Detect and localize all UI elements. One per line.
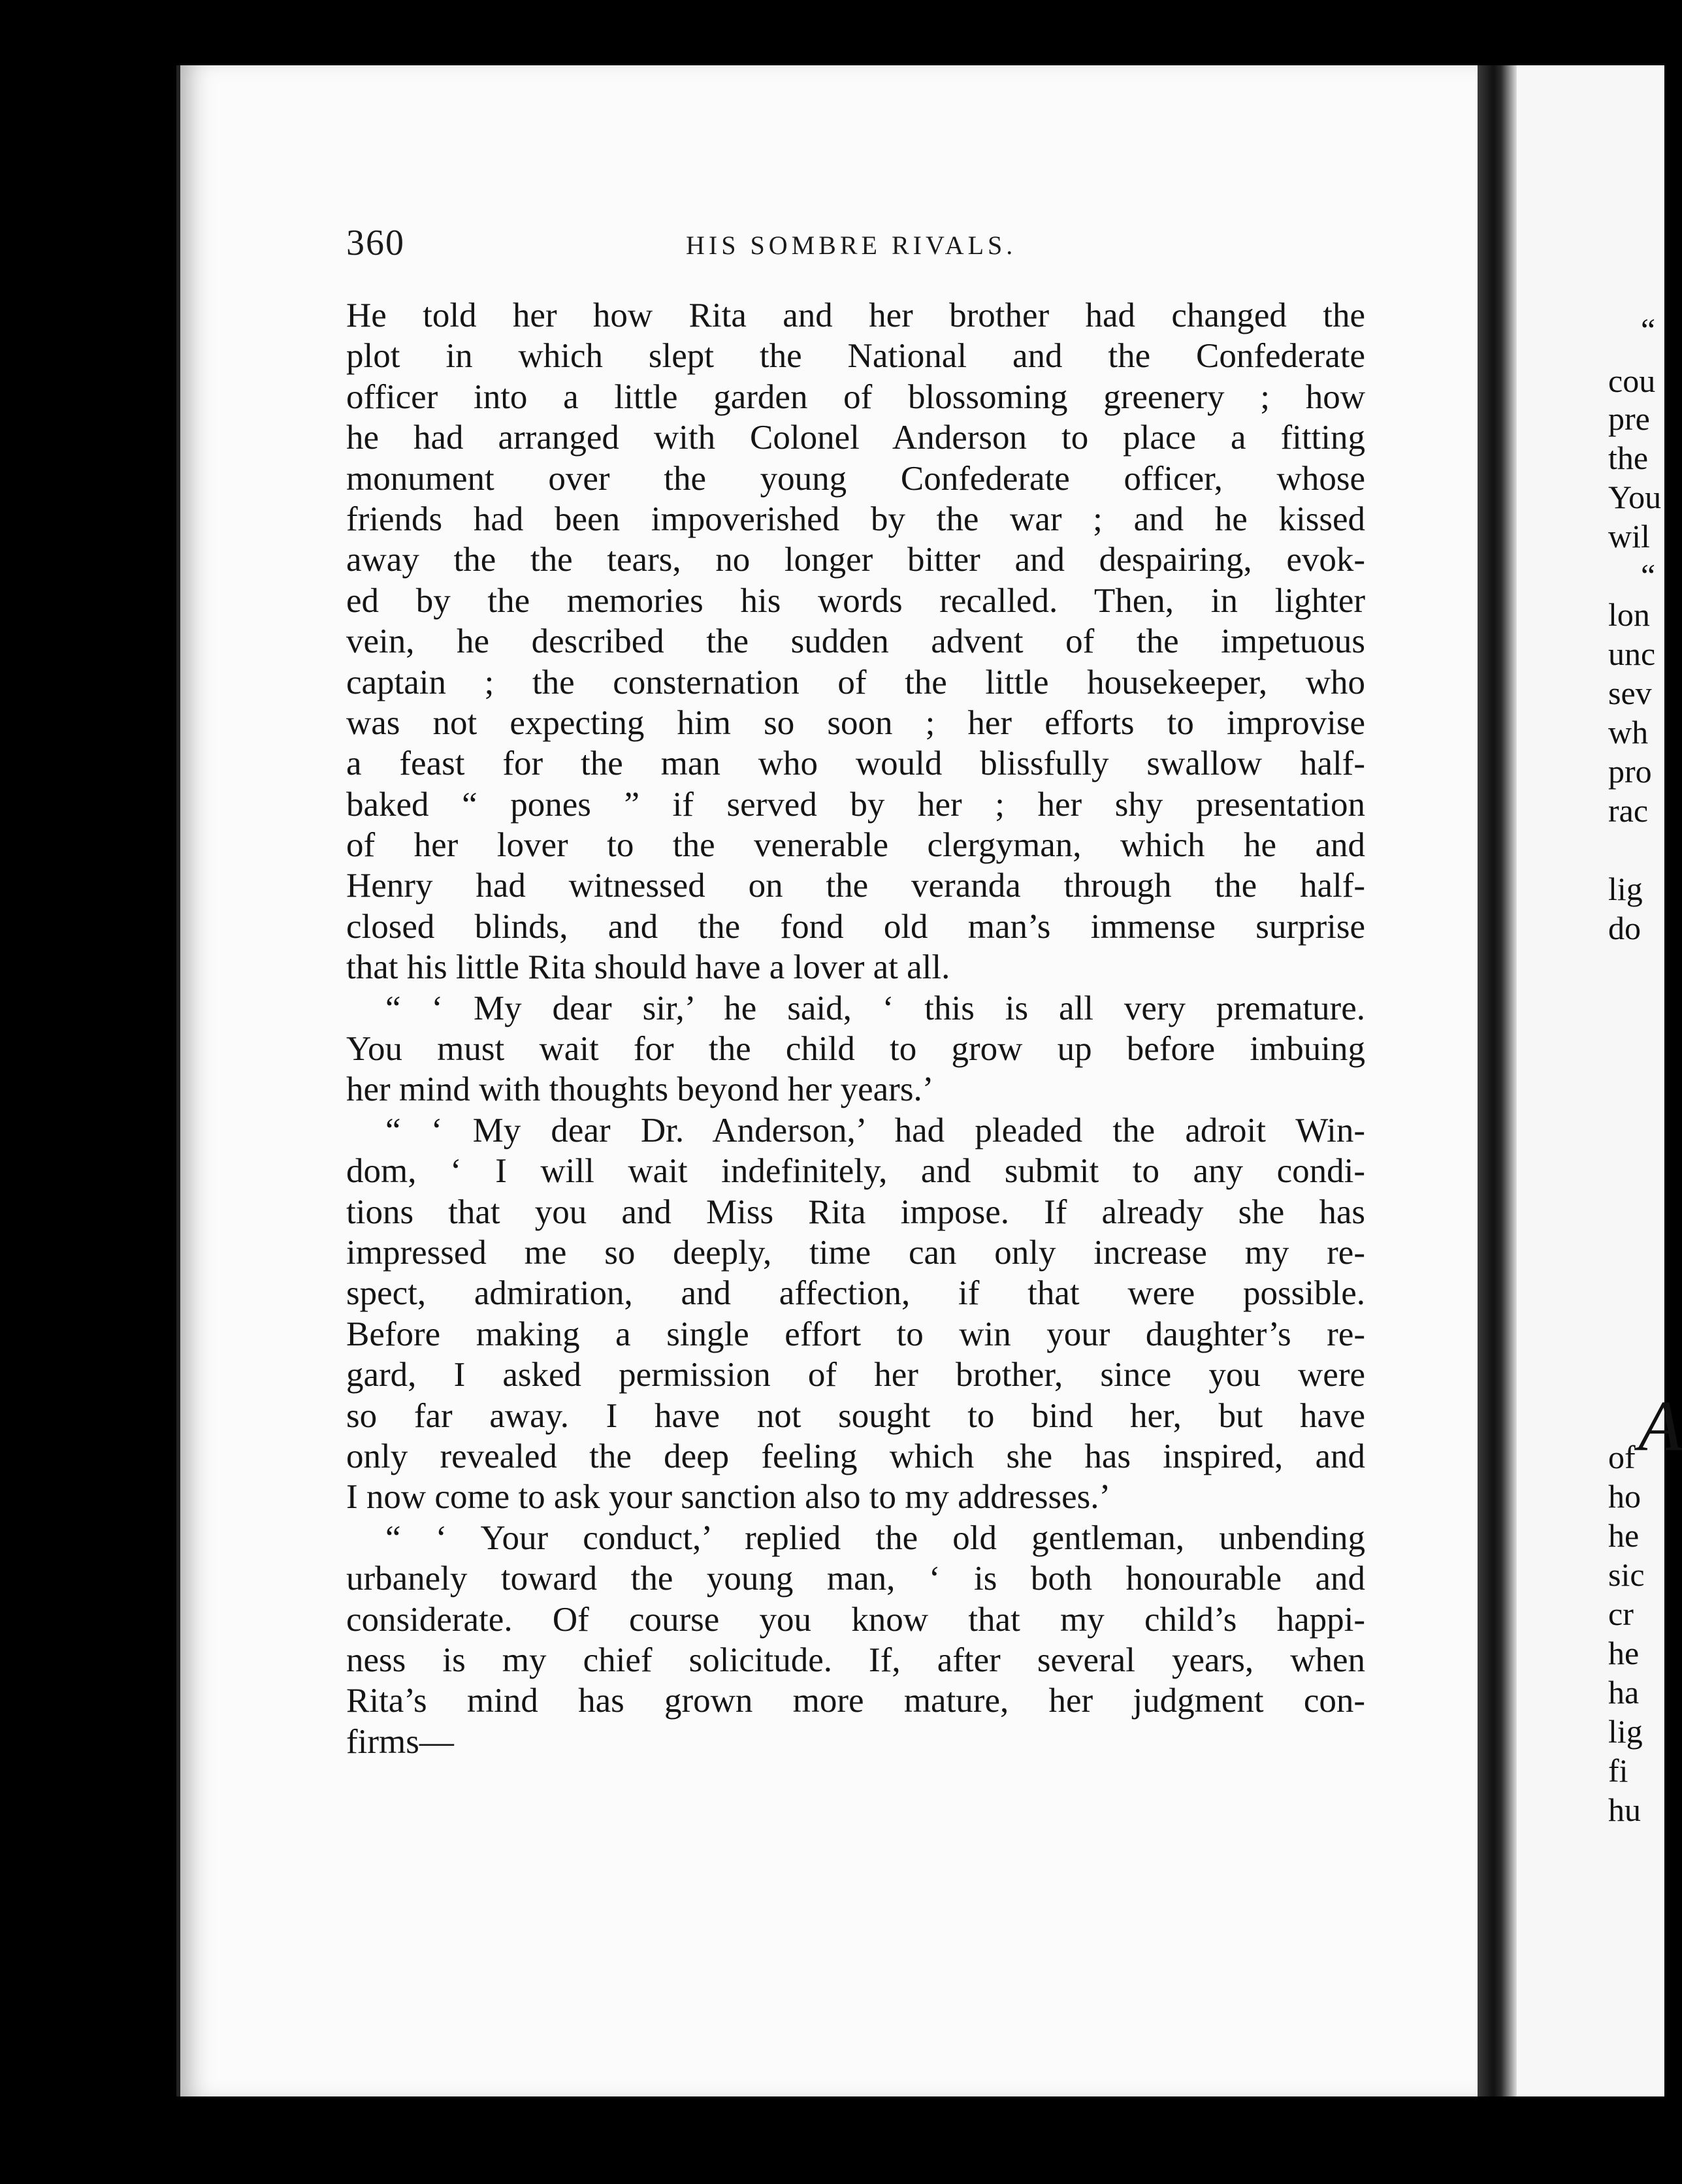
text-line: He told her how Rita and her brother had changed the [346, 297, 1365, 334]
text-line: of her lover to the venerable clergyman, which he and [346, 826, 1365, 865]
right-page-fragment: ha [1608, 1674, 1640, 1710]
right-page-fragment: the [1608, 440, 1649, 476]
text-line: I now come to ask your sanction also to my addresses.’ [346, 1478, 1111, 1517]
text-line: firms— [346, 1722, 454, 1761]
right-page-fragment: ho [1608, 1478, 1641, 1515]
text-line: only revealed the deep feeling which she has inspired, and [346, 1437, 1365, 1475]
right-page-fragment: lon [1608, 596, 1650, 633]
book-spine [1478, 65, 1517, 2096]
text-line: was not expecting him so soon ; her efforts to improvise [346, 703, 1365, 742]
right-page-fragment: he [1608, 1517, 1640, 1554]
text-line: “ ‘ My dear Dr. Anderson,’ had pleaded the adroit Win- [385, 1111, 1365, 1149]
right-page-fragment: You [1608, 479, 1662, 515]
text-line: ness is my chief solicitude. If, after several years, when [346, 1641, 1365, 1679]
right-page-fragment: lig [1608, 1713, 1643, 1750]
right-page-fragment: wil [1608, 518, 1650, 554]
text-line: gard, I asked permission of her brother, since you were [346, 1356, 1365, 1394]
right-page-fragment: do [1608, 910, 1641, 946]
right-page-fragment: “ [1641, 312, 1656, 348]
right-page-fragment: pre [1608, 400, 1650, 437]
right-page-fragment: “ [1641, 557, 1656, 594]
right-page-fragment: wh [1608, 714, 1649, 750]
drop-cap-fragment: A [1638, 1386, 1682, 1466]
right-page-fragment: hu [1608, 1791, 1641, 1828]
text-line: away the the tears, no longer bitter and despairing, evok- [346, 541, 1365, 579]
text-line: closed blinds, and the fond old man’s immense surprise [346, 907, 1365, 946]
right-page-fragment: lig [1608, 871, 1643, 907]
text-line: friends had been impoverished by the war ; and he kissed [346, 500, 1365, 538]
text-line: spect, admiration, and affection, if that were possible. [346, 1274, 1365, 1313]
right-page-fragment: he [1608, 1635, 1640, 1671]
page-number: 360 [346, 223, 405, 263]
text-line: he had arranged with Colonel Anderson to place a fitting [346, 419, 1365, 457]
right-page-fragment: rac [1608, 792, 1649, 829]
text-line: Before making a single effort to win your daughter’s re- [346, 1315, 1365, 1353]
text-line: a feast for the man who would blissfully swallow half- [346, 745, 1365, 783]
text-line: captain ; the consternation of the little housekeeper, who [346, 663, 1365, 701]
text-line: ed by the memories his words recalled. Then, in lighter [346, 581, 1365, 620]
page-header [346, 222, 1365, 268]
text-line: plot in which slept the National and the Confederate [346, 337, 1365, 376]
text-line: officer into a little garden of blossoming greenery ; how [346, 377, 1365, 416]
right-page [1517, 65, 1682, 2096]
text-line: You must wait for the child to grow up before imbuing [346, 1030, 1365, 1068]
body-text [346, 295, 1365, 1762]
running-title: HIS SOMBRE RIVALS. [686, 231, 1017, 260]
text-line: baked “ pones ” if served by her ; her shy presentation [346, 785, 1365, 824]
text-line: dom, ‘ I will wait indefinitely, and submit to any condi- [346, 1152, 1365, 1191]
text-line: so far away. I have not sought to bind her, but have [346, 1396, 1365, 1435]
right-page-fragment: pro [1608, 753, 1652, 790]
right-page-fragment: sic [1608, 1556, 1645, 1593]
text-line: Henry had witnessed on the veranda through the half- [346, 867, 1365, 905]
text-line: Rita’s mind has grown more mature, her judgment con- [346, 1682, 1365, 1720]
right-page-fragment: unc [1608, 635, 1656, 672]
text-line: urbanely toward the young man, ‘ is both honourable and [346, 1560, 1365, 1598]
text-line: monument over the young Confederate officer, whose [346, 459, 1365, 498]
text-line: considerate. Of course you know that my child’s happi- [346, 1600, 1365, 1639]
right-page-fragment: fi [1608, 1752, 1628, 1789]
text-line: “ ‘ My dear sir,’ he said, ‘ this is all very premature. [385, 989, 1365, 1027]
text-line: that his little Rita should have a lover at all. [346, 948, 950, 987]
right-page-fragment: sev [1608, 675, 1652, 711]
text-line: “ ‘ Your conduct,’ replied the old gentleman, unbending [385, 1518, 1365, 1557]
right-page-fragment: of [1608, 1439, 1636, 1475]
text-line: tions that you and Miss Rita impose. If already she has [346, 1193, 1365, 1231]
right-page-fragment: cou [1608, 362, 1656, 399]
text-line: her mind with thoughts beyond her years.’ [346, 1070, 934, 1109]
text-line: impressed me so deeply, time can only increase my re- [346, 1233, 1365, 1272]
text-line: vein, he described the sudden advent of the impetuous [346, 622, 1365, 661]
right-page-fragment: cr [1608, 1596, 1634, 1632]
